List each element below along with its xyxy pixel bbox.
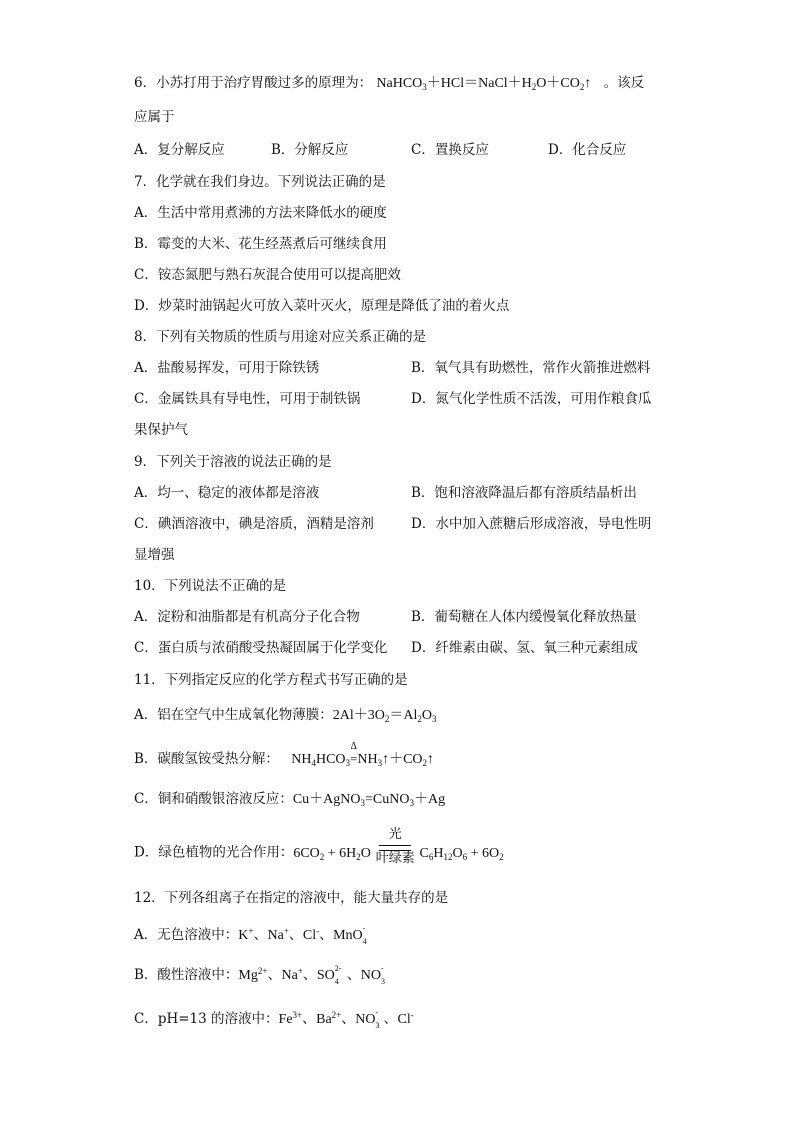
q8-option-d-wrap: 果保护气 (134, 422, 188, 438)
q7-option-a[interactable]: A．生活中常用煮沸的方法来降低水的硬度 (134, 205, 387, 221)
q12-option-b[interactable] (134, 966, 389, 985)
q6-option-c[interactable]: C．置换反应 (411, 142, 489, 158)
q9-option-a[interactable]: A．均一、稳定的液体都是溶液 (134, 485, 320, 501)
q10-stem: 10．下列说法不正确的是 (134, 578, 287, 594)
q11-option-c[interactable] (134, 790, 445, 809)
q12-option-a-label: A．无色溶液中： (134, 927, 239, 943)
q8-option-c[interactable]: C．金属铁具有导电性，可用于制铁锅 (134, 391, 361, 407)
q11-option-d[interactable] (134, 827, 504, 866)
q12-option-c[interactable] (134, 1010, 414, 1029)
q12-option-b-label: B．酸性溶液中： (134, 967, 239, 983)
heat-condition: Δ = (350, 750, 357, 768)
q10-option-a[interactable]: A．淀粉和油脂都是有机高分子化合物 (134, 609, 360, 625)
q7-stem: 7．化学就在我们身边。下列说法正确的是 (134, 174, 386, 190)
chlorophyll-condition: 叶绿素 (375, 851, 415, 866)
q11-option-d-label: D．绿色植物的光合作用： (134, 844, 294, 861)
q11-stem: 11．下列指定反应的化学方程式书写正确的是 (134, 672, 408, 688)
q12-option-a[interactable] (134, 926, 371, 945)
q6-equation: $NaHCO_3+HCl=NaCl+H_2O+CO_2↑$ (376, 76, 592, 92)
q8-option-d[interactable]: D．氮气化学性质不活泼，可用作粮食瓜 (411, 391, 652, 407)
q8-option-b[interactable]: B．氧气具有助燃性，常作火箭推进燃料 (411, 360, 651, 376)
q6-stem-post: 。该反 (603, 75, 645, 91)
light-condition: 光 (388, 827, 402, 842)
photosynthesis-condition (375, 826, 415, 866)
q8-stem: 8．下列有关物质的性质与用途对应关系正确的是 (134, 329, 427, 345)
q11-option-c-equation: Cu＋AgNO$_3$=CuNO$_3$＋Ag (292, 792, 446, 808)
q9-option-d[interactable]: D．水中加入蔗糖后形成溶液，导电性明 (411, 516, 652, 532)
q11-option-a-label: A．铝在空气中生成氧化物薄膜： (134, 707, 333, 723)
q6-stem (134, 74, 644, 93)
q10-option-c[interactable]: C．蛋白质与浓硝酸受热凝固属于化学变化 (134, 640, 388, 656)
q11-option-c-label: C．铜和硝酸银溶液反应： (134, 791, 293, 807)
q8-option-a[interactable]: A．盐酸易挥发，可用于除铁锈 (134, 360, 320, 376)
q7-option-b[interactable]: B．霉变的大米、花生经蒸煮后可继续食用 (134, 236, 387, 252)
q7-option-d[interactable]: D．炒菜时油锅起火可放入菜叶灭火，原理是降低了油的着火点 (134, 298, 510, 314)
q12-option-b-ions: $Mg^{2+}$、Na+、SO 2- 4 、NO - 3 (238, 964, 385, 986)
q12-option-c-ions: $Fe^{3+}$、$Ba^{2+}$、NO - 3 、Cl- (278, 1008, 414, 1030)
q12-option-c-label: C．pH=13 的溶液中： (134, 1011, 279, 1027)
q11-option-d-products: $C_6H_{12}O_6 + 6O_2$ (419, 845, 504, 862)
heat-symbol: Δ (350, 741, 357, 752)
q11-option-b-label: B．碳酸氢铵受热分解： (134, 751, 279, 767)
q9-option-c[interactable]: C．碘酒溶液中，碘是溶质，酒精是溶剂 (134, 516, 374, 532)
q6-stem-pre: 6．小苏打用于治疗胃酸过多的原理为： (134, 75, 373, 91)
q7-option-c[interactable]: C．铵态氮肥与熟石灰混合使用可以提高肥效 (134, 267, 401, 283)
q10-option-d[interactable]: D．纤维素由碳、氢、氧三种元素组成 (411, 640, 638, 656)
q11-option-d-reactants: $6CO_2 + 6H_2O$ (293, 845, 371, 862)
q9-stem: 9．下列关于溶液的说法正确的是 (134, 454, 332, 470)
q9-option-d-wrap: 显增强 (134, 547, 175, 563)
q9-option-b[interactable]: B．饱和溶液降温后都有溶质结晶析出 (411, 485, 637, 501)
q11-option-a[interactable] (134, 706, 437, 725)
q11-option-b[interactable] (134, 741, 435, 769)
q11-option-b-equation: $NH_4HCO_3$ Δ $=NH_3↑+CO_2↑$ (291, 752, 434, 767)
q12-stem: 12．下列各组离子在指定的溶液中，能大量共存的是 (134, 890, 449, 906)
q11-option-a-equation: $2Al+3O_2=Al_2O_3$ (332, 708, 437, 724)
q6-option-b[interactable]: B．分解反应 (271, 142, 349, 158)
q6-option-d[interactable]: D．化合反应 (548, 142, 627, 158)
q12-option-a-ions: K+、Na+、Cl-、MnO - 4 (238, 924, 367, 946)
q10-option-b[interactable]: B．葡萄糖在人体内缓慢氧化释放热量 (411, 609, 637, 625)
q6-stem-line2: 应属于 (134, 109, 175, 125)
q6-option-a[interactable]: A．复分解反应 (134, 142, 225, 158)
